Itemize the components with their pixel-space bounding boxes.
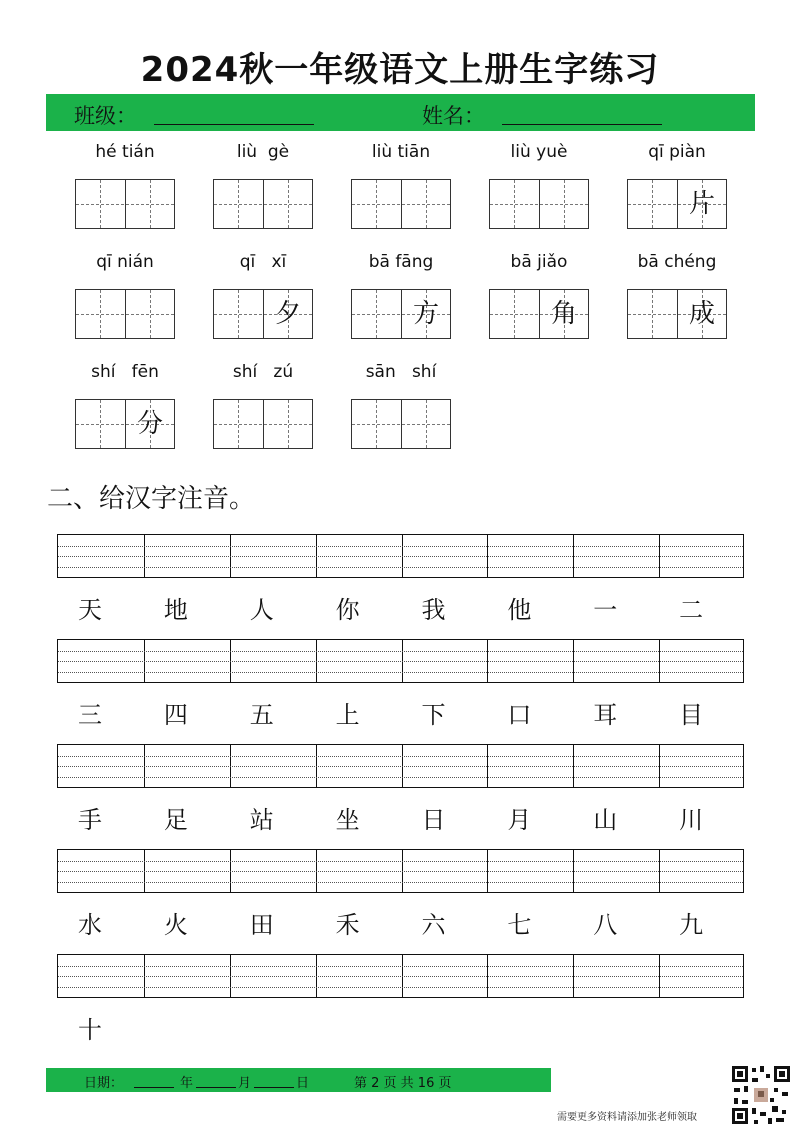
tianzige-box[interactable]: [213, 289, 313, 339]
hanzi-character: 天: [78, 596, 102, 624]
hanzi-character: 他: [507, 596, 532, 624]
hanzi-row: [57, 590, 744, 630]
tianzige-box[interactable]: [351, 399, 451, 449]
hanzi-character: 地: [163, 596, 188, 624]
hanzi-character: 川: [679, 806, 704, 834]
hanzi-row: [57, 800, 744, 840]
hanzi-character: 一: [593, 596, 618, 624]
practice-character: 方: [412, 299, 439, 329]
hanzi-row: [57, 1010, 744, 1050]
hanzi-character: 四: [163, 701, 188, 729]
pinyin-label: shí fēn: [91, 362, 159, 382]
hanzi-character: 手: [78, 806, 102, 834]
tianzige-box[interactable]: [627, 179, 727, 229]
hanzi-character: 我: [421, 596, 446, 624]
hanzi-character: 你: [335, 596, 360, 624]
pinyin-label: qī nián: [96, 252, 154, 272]
class-label: 班级：: [74, 104, 137, 128]
hanzi-character: 人: [249, 596, 274, 624]
name-field[interactable]: [502, 124, 662, 125]
pinyin-label: liù tiān: [371, 142, 431, 162]
day-label: 日: [296, 1076, 310, 1091]
hanzi-character: 站: [249, 806, 274, 834]
pinyin-label: qī piàn: [648, 142, 706, 162]
pinyin-label: bā jiǎo: [510, 252, 568, 272]
day-field[interactable]: [254, 1087, 294, 1088]
hanzi-character: 月: [507, 806, 532, 834]
pinyin-writing-row[interactable]: [57, 849, 744, 893]
hanzi-character: 七: [507, 911, 532, 939]
pinyin-label: sān shí: [365, 362, 437, 382]
hanzi-row: [57, 905, 744, 945]
hanzi-character: 八: [593, 911, 618, 939]
qr-code-image: [730, 1064, 792, 1126]
hanzi-character: 禾: [335, 911, 360, 939]
hanzi-character: 火: [163, 911, 188, 939]
hanzi-character: 坐: [335, 806, 360, 834]
tianzige-box[interactable]: [213, 399, 313, 449]
tianzige-box[interactable]: [351, 179, 451, 229]
tianzige-box[interactable]: [75, 289, 175, 339]
header-bar: [46, 94, 755, 131]
tianzige-box[interactable]: [489, 179, 589, 229]
pinyin-writing-row[interactable]: [57, 954, 744, 998]
hanzi-character: 水: [78, 911, 102, 939]
hanzi-character: 日: [421, 806, 446, 834]
hanzi-character: 下: [421, 701, 446, 729]
pinyin-writing-row[interactable]: [57, 639, 744, 683]
pinyin-label: bā chéng: [637, 252, 717, 272]
hanzi-character: 五: [249, 701, 274, 729]
class-field[interactable]: [154, 124, 314, 125]
year-field[interactable]: [134, 1087, 174, 1088]
pinyin-label: hé tián: [95, 142, 155, 162]
month-label: 月: [238, 1076, 252, 1091]
hanzi-character: 上: [335, 701, 360, 729]
pinyin-label: qī xī: [239, 252, 287, 272]
hanzi-character: 目: [679, 701, 704, 729]
practice-character: 分: [136, 409, 163, 439]
month-field[interactable]: [196, 1087, 236, 1088]
tianzige-box[interactable]: [489, 289, 589, 339]
hanzi-character: 山: [593, 806, 618, 834]
hanzi-character: 二: [679, 596, 704, 624]
pinyin-writing-row[interactable]: [57, 534, 744, 578]
hanzi-character: 六: [421, 911, 446, 939]
practice-character: 片: [688, 189, 715, 219]
hanzi-character: 十: [78, 1016, 102, 1044]
practice-character: 夕: [274, 299, 301, 329]
pinyin-label: shí zú: [232, 362, 294, 382]
tianzige-box[interactable]: [351, 289, 451, 339]
tianzige-box[interactable]: [75, 399, 175, 449]
hanzi-character: 三: [78, 701, 102, 729]
footer-bar: [46, 1068, 551, 1092]
pinyin-label: bā fāng: [368, 252, 434, 272]
hanzi-character: 耳: [593, 701, 618, 729]
pinyin-label: liù gè: [236, 142, 290, 162]
practice-character: 角: [550, 299, 577, 329]
hanzi-row: [57, 695, 744, 735]
practice-character: 成: [688, 299, 715, 329]
section2-title: 二、给汉字注音。: [47, 484, 256, 514]
pinyin-writing-row[interactable]: [57, 744, 744, 788]
year-label: 年: [180, 1076, 194, 1091]
hanzi-character: 田: [249, 911, 274, 939]
pinyin-label: liù yuè: [510, 142, 568, 162]
tianzige-box[interactable]: [627, 289, 727, 339]
date-label: 日期：: [84, 1076, 124, 1091]
hanzi-character: 口: [507, 701, 532, 729]
page-title: 2024秋一年级语文上册生字练习: [140, 50, 660, 90]
tianzige-box[interactable]: [213, 179, 313, 229]
name-label: 姓名：: [422, 104, 485, 128]
page-info: 第 2 页 共 16 页: [354, 1076, 452, 1091]
contact-note: 需要更多资料请添加张老师领取: [557, 1112, 697, 1123]
hanzi-character: 足: [163, 806, 188, 834]
hanzi-character: 九: [679, 911, 704, 939]
tianzige-box[interactable]: [75, 179, 175, 229]
